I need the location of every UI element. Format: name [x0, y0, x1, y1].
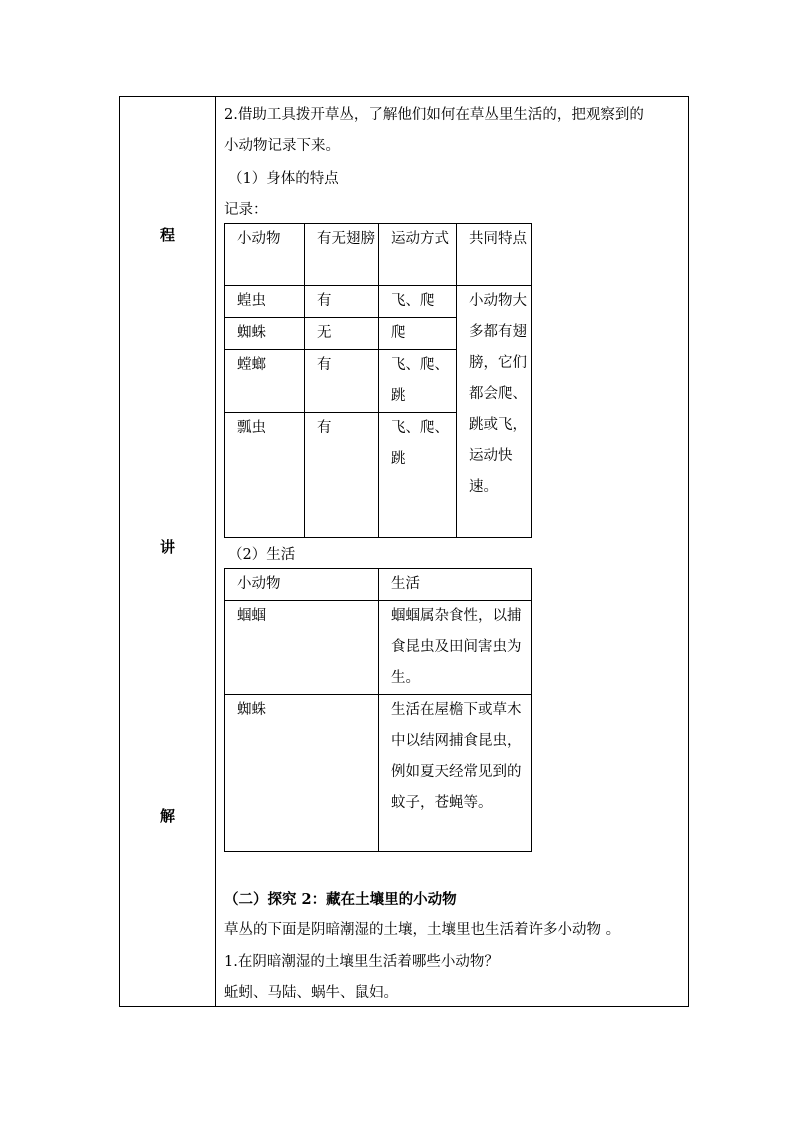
cell-animal: 蜘蛛 — [225, 695, 379, 852]
cell-movement: 飞、爬、跳 — [379, 350, 457, 413]
table-header-row — [225, 569, 532, 601]
table-row — [225, 286, 532, 318]
header-wings: 有无翅膀 — [305, 224, 379, 286]
cell-movement: 飞、爬、跳 — [379, 413, 457, 538]
habitat-table — [224, 568, 532, 852]
cell-animal: 螳螂 — [225, 350, 305, 413]
features-table — [224, 223, 532, 538]
cell-wings: 有 — [305, 350, 379, 413]
section2-question: 1.在阴暗潮湿的土壤里生活着哪些小动物？ — [224, 954, 499, 970]
side-label-jiang: 讲 — [160, 538, 176, 556]
cell-life: 蝈蝈属杂食性，以捕食昆虫及田间害虫为生。 — [379, 601, 532, 695]
cell-wings: 无 — [305, 318, 379, 350]
header-movement: 运动方式 — [379, 224, 457, 286]
cell-animal: 蜘蛛 — [225, 318, 305, 350]
subsection-body-features: （1）身体的特点 — [228, 171, 339, 187]
section2-answer: 蚯蚓、马陆、蜗牛、鼠妇。 — [224, 985, 398, 1001]
record-label: 记录： — [224, 202, 268, 218]
cell-wings: 有 — [305, 286, 379, 318]
cell-life: 生活在屋檐下或草木中以结网捕食昆虫，例如夏天经常见到的蚊子，苍蝇等。 — [379, 695, 532, 852]
side-label-jie: 解 — [160, 807, 176, 825]
cell-animal: 瓢虫 — [225, 413, 305, 538]
cell-common-features: 小动物大多都有翅膀，它们都会爬、跳或飞，运动快速。 — [457, 286, 532, 538]
header-animal: 小动物 — [225, 569, 379, 601]
cell-movement: 飞、爬 — [379, 286, 457, 318]
section2-title: （二）探究 2：藏在土壤里的小动物 — [224, 891, 457, 908]
cell-movement: 爬 — [379, 318, 457, 350]
subsection-habitat: （2）生活 — [228, 547, 296, 563]
instruction-line-2: 小动物记录下来。 — [224, 138, 340, 154]
header-life: 生活 — [379, 569, 532, 601]
cell-wings: 有 — [305, 413, 379, 538]
table-header-row — [225, 224, 532, 286]
table-row — [225, 601, 532, 695]
section2-intro: 草丛的下面是阴暗潮湿的土壤，土壤里也生活着许多小动物 。 — [224, 922, 621, 938]
header-animal: 小动物 — [225, 224, 305, 286]
column-divider — [215, 96, 216, 1007]
cell-animal: 蝈蝈 — [225, 601, 379, 695]
side-label-cheng: 程 — [160, 226, 176, 244]
cell-animal: 蝗虫 — [225, 286, 305, 318]
table-row — [225, 695, 532, 852]
instruction-line-1: 2.借助工具拨开草丛，了解他们如何在草丛里生活的，把观察到的 — [224, 107, 644, 123]
header-common: 共同特点 — [457, 224, 532, 286]
